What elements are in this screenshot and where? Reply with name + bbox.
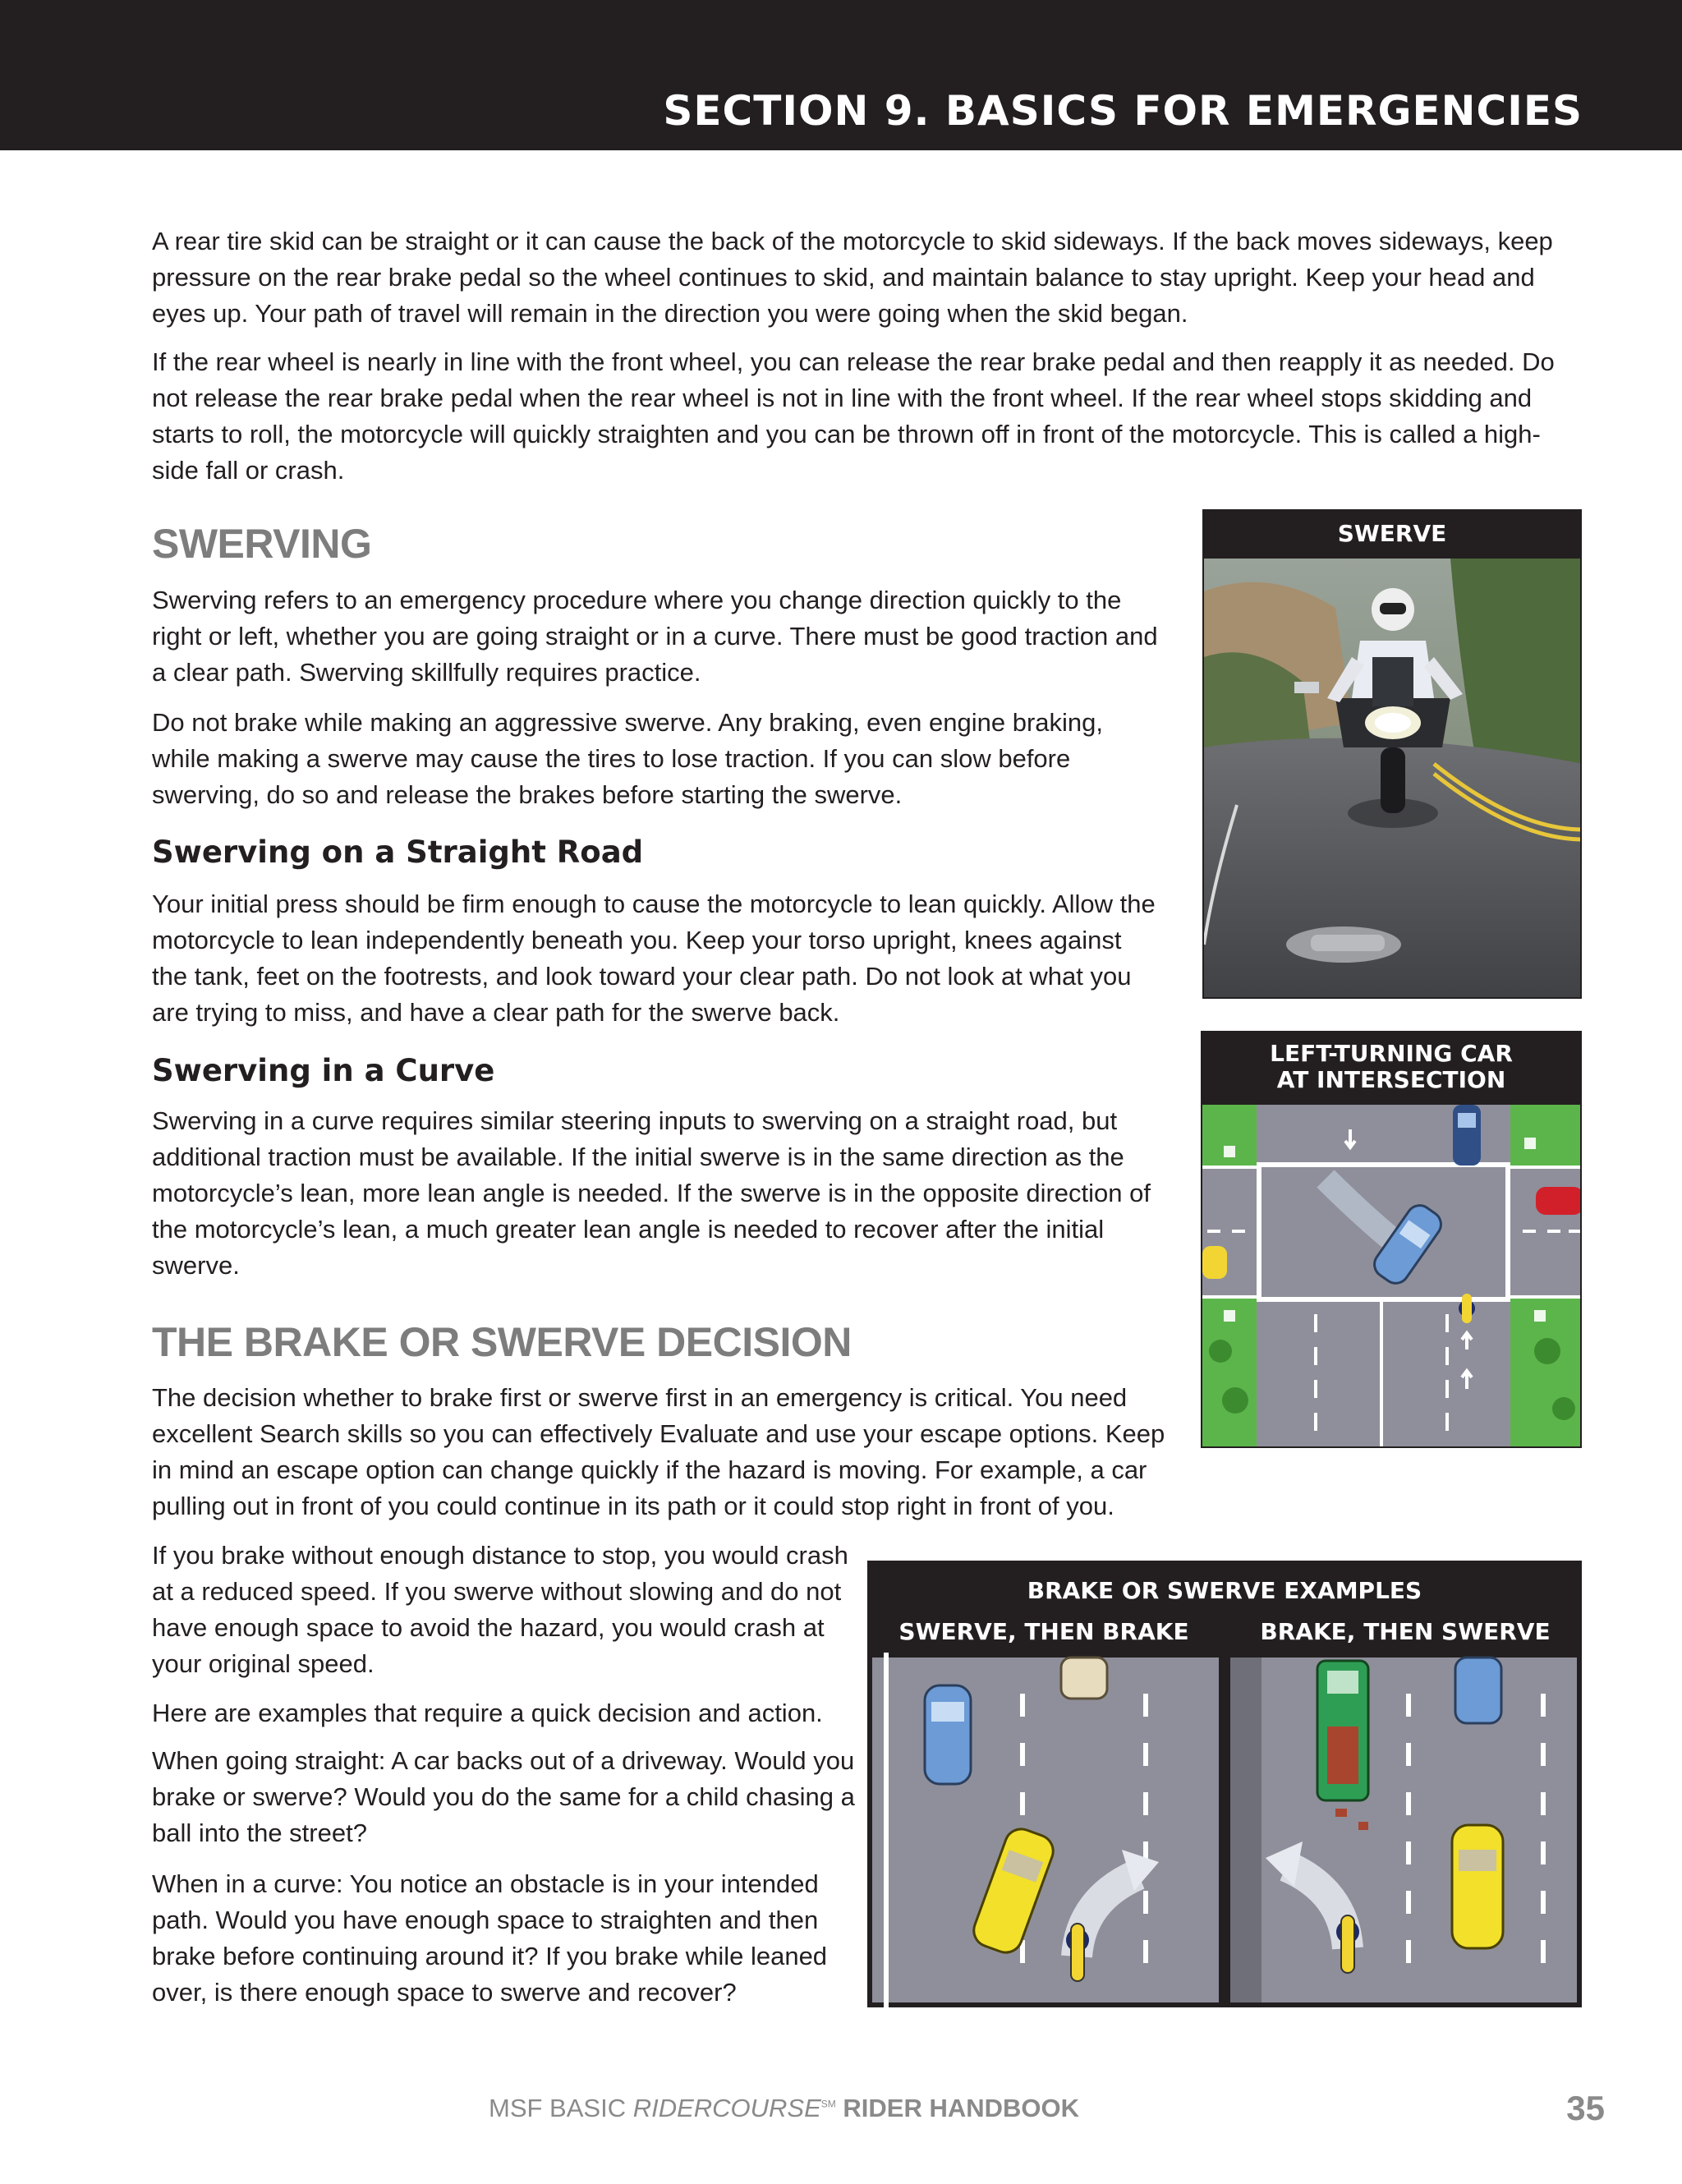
section-title: SECTION 9. BASICS FOR EMERGENCIES bbox=[663, 87, 1583, 135]
decision-heading: THE BRAKE OR SWERVE DECISION bbox=[152, 1319, 852, 1365]
footer-suffix: RIDER HANDBOOK bbox=[835, 2094, 1080, 2122]
decision-paragraph-5: When in a curve: You notice an obstacle is in your intended path. Would you have enough space to straighten and then brake before continuing around it? If you brake while leaned over, is there enough space to swerve and recover? bbox=[152, 1869, 828, 2007]
intersection-label-line-2: AT INTERSECTION bbox=[1276, 1066, 1506, 1093]
decision-paragraph-4: When going straight: A car backs out of a driveway. Would you brake or swerve? Would you do the same for a child chasing a ball into the street? bbox=[152, 1746, 855, 1847]
decision-paragraph-3: Here are examples that require a quick decision and action. bbox=[152, 1699, 823, 1727]
swerve-figure-label: SWERVE bbox=[1202, 509, 1582, 557]
intersection-illustration bbox=[1202, 1105, 1582, 1448]
swerve-photo-illustration bbox=[1204, 559, 1582, 999]
examples-title: BRAKE OR SWERVE EXAMPLES bbox=[1027, 1577, 1422, 1604]
page-number: 35 bbox=[1566, 2089, 1605, 2127]
decision-paragraph-1: The decision whether to brake first or swerve first in an emergency is critical. You need excellent Search skills so you can effectively Evaluate and use your escape options. Keep in mind an escape option can change quickly if the hazard is moving. For example, a car pulling out in front of you could continue in its path or it could stop right in front of you. bbox=[152, 1383, 1165, 1520]
swerving-paragraph-1: Swerving refers to an emergency procedure where you change direction quickly to the right or left, whether you are going straight or in a curve. There must be good traction and a clear path. Swerving skillfully requires practice. bbox=[152, 586, 1158, 687]
brake-then-swerve-label: BRAKE, THEN SWERVE bbox=[1260, 1618, 1551, 1645]
footer-handbook-title bbox=[489, 2094, 1079, 2123]
footer-prefix: MSF BASIC bbox=[489, 2094, 633, 2122]
intro-paragraph-2: If the rear wheel is nearly in line with the front wheel, you can release the rear brake pedal and then reapply it as needed. Do not release the rear brake pedal when the rear wheel is not in line with the front wheel. If the rear wheel stops skidding and starts to roll, the motorcycle will quickly straighten and you can be thrown off in front of the motorcycle. This is called a high-side fall or crash. bbox=[152, 347, 1555, 485]
intro-paragraph-1: A rear tire skid can be straight or it can cause the back of the motorcycle to skid sideways. If the back moves sideways, keep pressure on the rear brake pedal so the wheel continues to skid, and maintain balance to stay upright. Keep your head and eyes up. Your path of travel will remain in the direction you were going when the skid began. bbox=[152, 227, 1553, 328]
intersection-label-line-1: LEFT-TURNING CAR bbox=[1270, 1040, 1513, 1067]
curve-heading: Swerving in a Curve bbox=[152, 1053, 495, 1088]
curve-paragraph: Swerving in a curve requires similar steering inputs to swerving on a straight road, but additional traction must be available. If the initial swerve is in the same direction as the motorcycle’s lean, more lean angle is needed. If the swerve is in the opposite direction of the motorcycle’s lean, a much greater lean angle is needed to recover after the initial swerve. bbox=[152, 1106, 1151, 1280]
footer-italic: RIDERCOURSE bbox=[632, 2094, 821, 2122]
brake-or-swerve-diagram bbox=[867, 1653, 1582, 2007]
intersection-diagram bbox=[1201, 1103, 1582, 1448]
straight-road-paragraph: Your initial press should be firm enough to cause the motorcycle to lean quickly. Allow the motorcycle to lean independently beneath you. Keep your torso upright, knees against the tank, feet on the footrests, and look toward your clear path. Do not look at what you are trying to miss, and have a clear path for the swerve back. bbox=[152, 890, 1156, 1027]
brake-or-swerve-illustration bbox=[867, 1653, 1582, 2007]
examples-figure-label bbox=[867, 1561, 1582, 1653]
swerving-paragraph-2: Do not brake while making an aggressive swerve. Any braking, even engine braking, while making a swerve may cause the tires to lose traction. If you can slow before swerving, do so and release the brakes before starting the swerve. bbox=[152, 708, 1103, 809]
swerve-then-brake-label: SWERVE, THEN BRAKE bbox=[898, 1618, 1189, 1645]
footer-service-mark: SM bbox=[820, 2098, 836, 2110]
intersection-figure-label bbox=[1201, 1031, 1582, 1103]
decision-paragraph-2: If you brake without enough distance to stop, you would crash at a reduced speed. If you swerve without slowing and do not have enough space to avoid the hazard, you would crash at your original speed. bbox=[152, 1541, 848, 1678]
straight-road-heading: Swerving on a Straight Road bbox=[152, 835, 644, 870]
swerve-photo bbox=[1202, 557, 1582, 999]
swerving-heading: SWERVING bbox=[152, 521, 372, 567]
